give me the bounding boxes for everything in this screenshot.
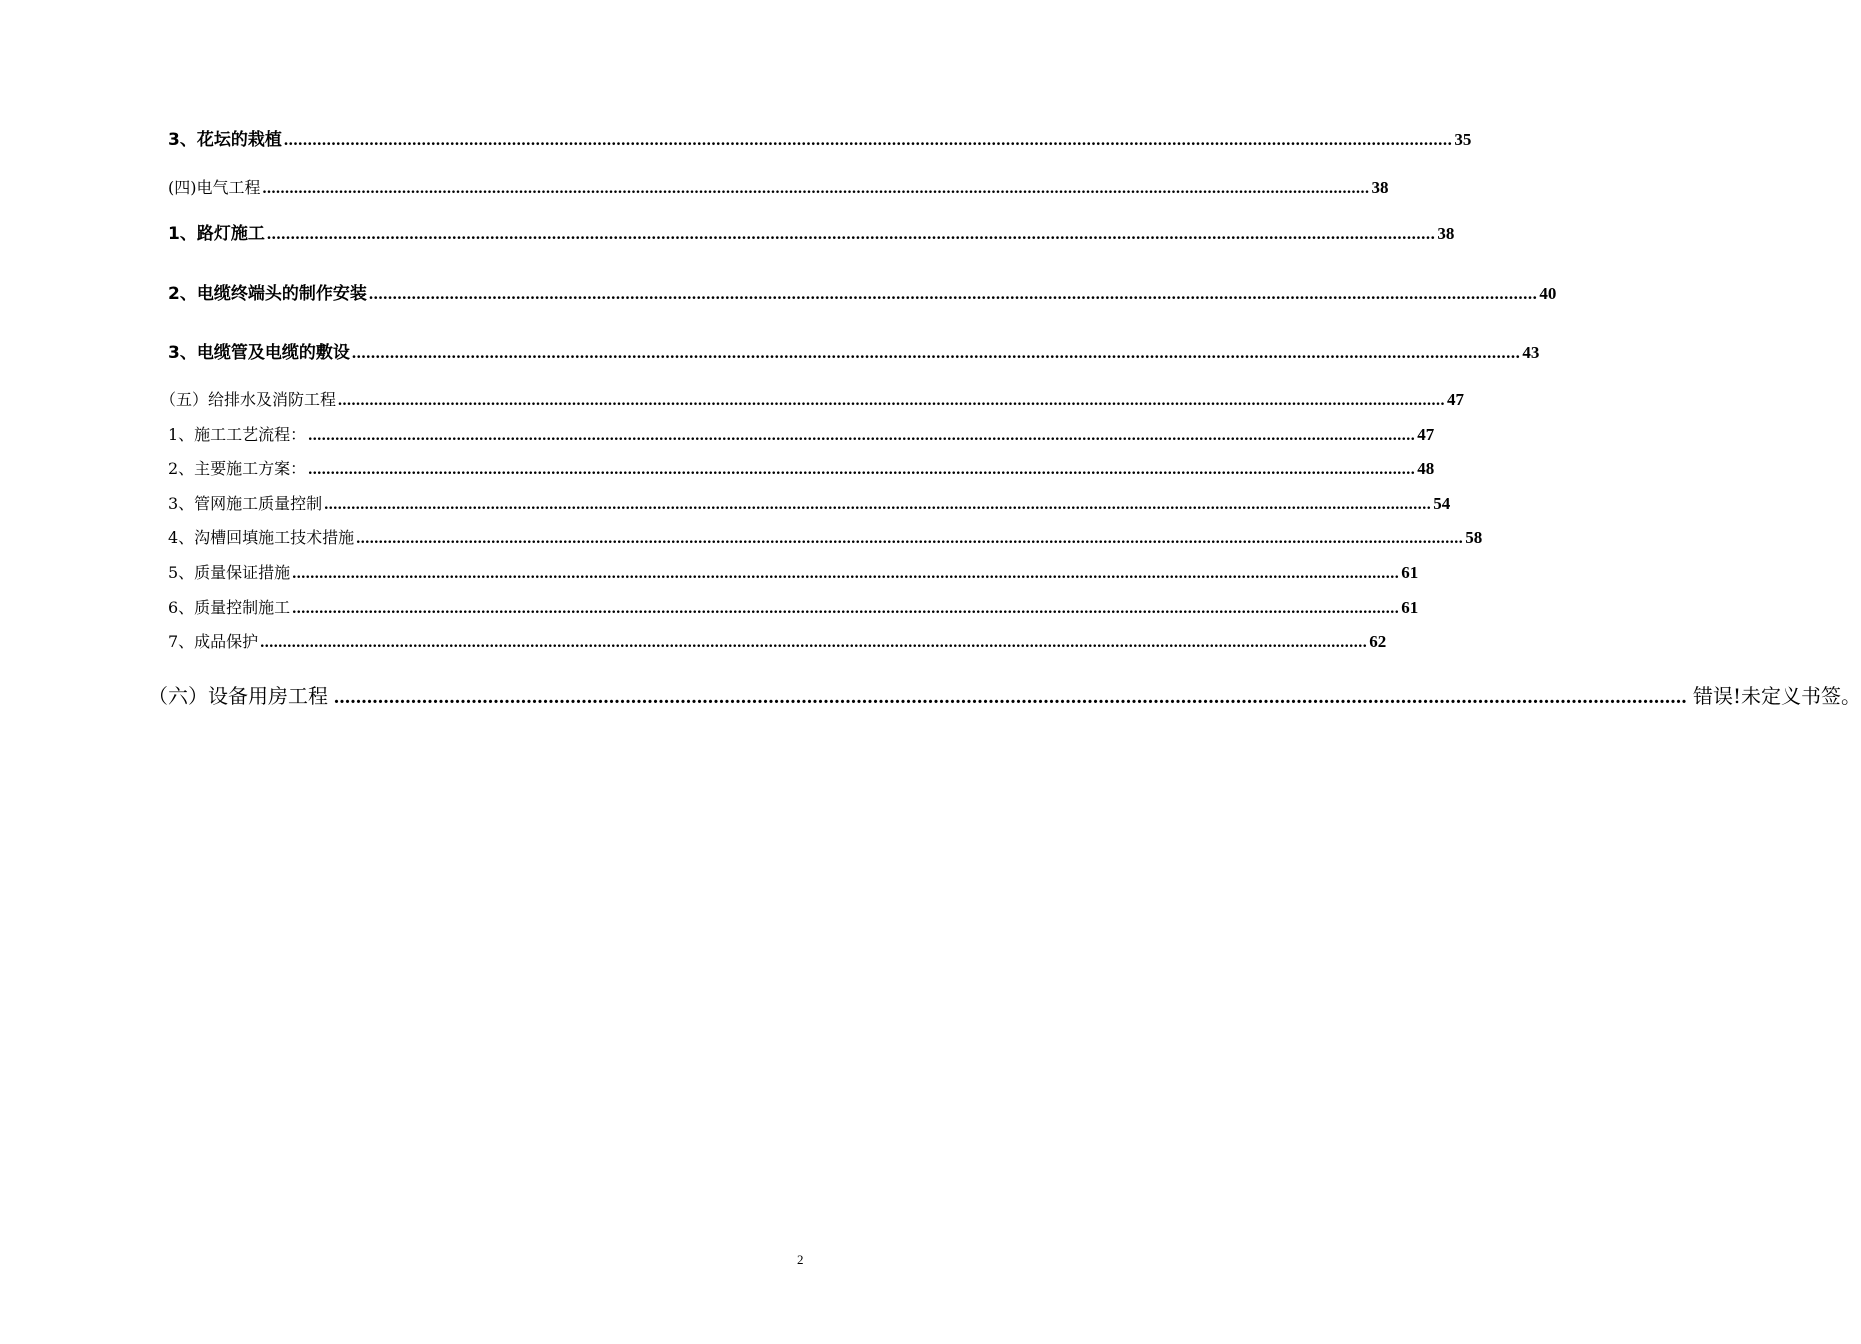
toc-entry-label: (四)电气工程 (168, 178, 261, 197)
toc-entry-page: 错误!未定义书签。 (1693, 684, 1861, 708)
toc-entry[interactable] (168, 456, 1435, 479)
toc-entry-page: 43 (1522, 343, 1540, 362)
toc-entry[interactable] (168, 125, 1472, 150)
toc-entry[interactable] (168, 629, 1387, 652)
toc-leader-dots: ...................................................................................................................................................................................................................................................... (308, 461, 1416, 478)
toc-entry-label: 1、路灯施工 (168, 224, 265, 244)
toc-entry-page: 35 (1454, 130, 1472, 149)
toc-entry-page: 62 (1369, 632, 1387, 651)
toc-entry[interactable] (168, 525, 1483, 548)
toc-entry-label: 2、主要施工方案： (168, 459, 307, 478)
toc-leader-dots: ...................................................................................................................................................................................................................................................... (338, 392, 1446, 409)
toc-entry-label: 3、管网施工质量控制 (168, 494, 323, 513)
toc-entry-page: 40 (1539, 284, 1557, 303)
toc-leader-dots: ...................................................................................................................................................................................................................................................... (266, 224, 1436, 243)
toc-leader-dots: ...................................................................................................................................................................................................................................................... (260, 634, 1368, 651)
toc-entry-page: 58 (1465, 528, 1483, 547)
toc-entry-page: 38 (1437, 224, 1455, 243)
toc-leader-dots: ...................................................................................................................................................................................................................................................... (324, 496, 1432, 513)
toc-entry-label: 7、成品保护 (168, 632, 259, 651)
toc-entry[interactable] (168, 338, 1540, 363)
toc-entry-page: 54 (1433, 494, 1451, 513)
toc-entry[interactable] (168, 491, 1451, 514)
toc-entry-label: 6、质量控制施工 (168, 598, 291, 617)
toc-leader-dots: ...................................................................................................................................................................................................................................................... (292, 565, 1400, 582)
toc-entry[interactable] (168, 595, 1419, 618)
toc-leader-dots: ...................................................................................................................................................................................................................................................... (334, 686, 1687, 708)
toc-entry[interactable] (168, 219, 1455, 244)
toc-entry-page: 47 (1447, 390, 1465, 409)
toc-entry-label: 5、质量保证措施 (168, 563, 291, 582)
toc-leader-dots: ...................................................................................................................................................................................................................................................... (283, 130, 1453, 149)
toc-leader-dots: ...................................................................................................................................................................................................................................................... (356, 530, 1464, 547)
toc-entry-label: 1、施工工艺流程： (168, 425, 307, 444)
toc-entry[interactable] (168, 279, 1557, 304)
toc-entry-label: 3、电缆管及电缆的敷设 (168, 343, 350, 363)
toc-entry-label: 3、花坛的栽植 (168, 130, 282, 150)
toc-entry-label: 2、电缆终端头的制作安装 (168, 284, 367, 304)
toc-entry-page: 38 (1371, 178, 1389, 197)
page-number: 2 (797, 1252, 804, 1267)
toc-entry[interactable] (148, 680, 1861, 709)
toc-entry[interactable] (168, 560, 1419, 583)
toc-entry[interactable] (168, 422, 1435, 445)
toc-leader-dots: ...................................................................................................................................................................................................................................................... (351, 343, 1521, 362)
toc-entry[interactable] (160, 387, 1465, 410)
toc-entry-label: （六）设备用房工程 (148, 684, 328, 708)
toc-leader-dots: ...................................................................................................................................................................................................................................................... (292, 600, 1400, 617)
toc-entry-label: （五）给排水及消防工程 (160, 390, 337, 409)
toc-leader-dots: ...................................................................................................................................................................................................................................................... (308, 427, 1416, 444)
toc-entry-page: 48 (1417, 459, 1435, 478)
toc-leader-dots: ...................................................................................................................................................................................................................................................... (368, 284, 1538, 303)
toc-entry-label: 4、沟槽回填施工技术措施 (168, 528, 355, 547)
toc-entry[interactable] (168, 175, 1389, 198)
toc-leader-dots: ...................................................................................................................................................................................................................................................... (262, 180, 1370, 197)
toc-entry-page: 61 (1401, 598, 1419, 617)
toc-entry-page: 47 (1417, 425, 1435, 444)
toc-entry-page: 61 (1401, 563, 1419, 582)
